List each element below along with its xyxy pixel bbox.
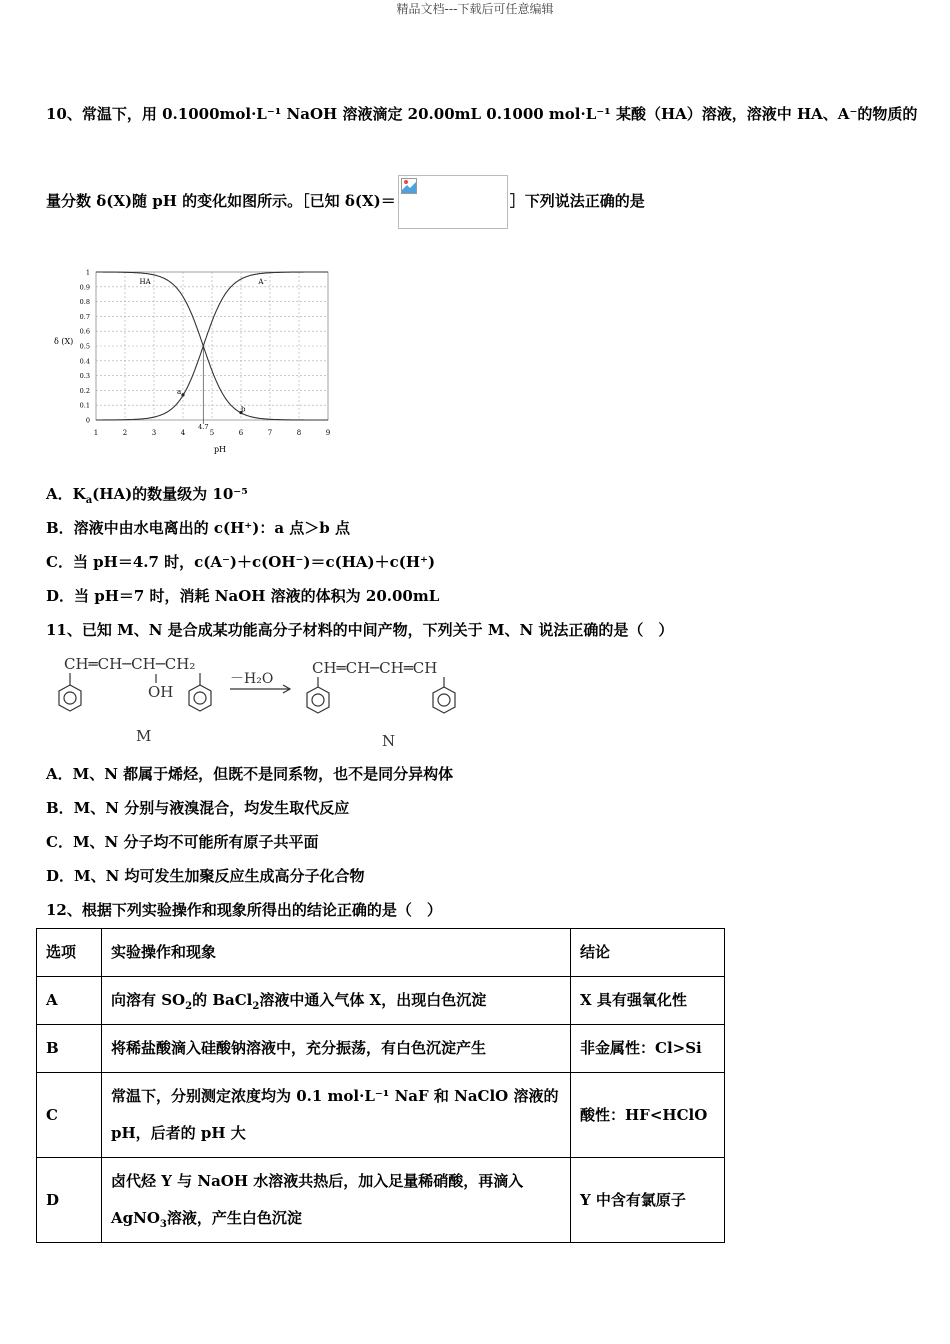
row-option: D bbox=[37, 1158, 102, 1243]
reaction-arrow-label: －H₂O bbox=[230, 671, 274, 687]
broken-image-icon bbox=[401, 178, 417, 194]
page-header: 精品文档---下载后可任意编辑 bbox=[396, 2, 554, 16]
row-conclusion: 非金属性：Cl>Si bbox=[571, 1025, 725, 1073]
y-tick-label: 0.4 bbox=[79, 357, 90, 366]
x-tick-label: 5 bbox=[209, 429, 215, 437]
point-label-b: b bbox=[241, 405, 246, 414]
q11-option-c: C．M、N 分子均不可能所有原子共平面 bbox=[46, 833, 319, 851]
y-tick-label: 1 bbox=[85, 268, 90, 277]
m-label: M bbox=[136, 727, 152, 745]
row-operation: 常温下，分别测定浓度均为 0.1 mol·L⁻¹ NaF 和 NaClO 溶液的 pH，后者的 pH 大 bbox=[102, 1073, 571, 1158]
benzene-ring-m2 bbox=[189, 685, 211, 711]
row-conclusion: Y 中含有氯原子 bbox=[571, 1158, 725, 1243]
benzene-ring-n2 bbox=[433, 687, 455, 713]
q10-option-c: C．当 pH＝4.7 时，c(A⁻)＋c(OH⁻)＝c(HA)＋c(H⁺) bbox=[46, 553, 436, 571]
row-conclusion: X 具有强氧化性 bbox=[571, 977, 725, 1025]
row-option: B bbox=[37, 1025, 102, 1073]
y-tick-label: 0.2 bbox=[79, 386, 90, 395]
q11-option-b: B．M、N 分别与液溴混合，均发生取代反应 bbox=[46, 799, 350, 817]
y-tick-label: 0 bbox=[85, 416, 90, 425]
y-tick-label: 0.1 bbox=[79, 401, 90, 410]
chart-ticks bbox=[80, 269, 331, 438]
q10-stem-text: 量分数 δ(X)随 pH 的变化如图所示。［已知 δ(X)＝ bbox=[46, 192, 396, 210]
y-tick-label: 0.7 bbox=[79, 312, 90, 321]
q12-stem: 12、根据下列实验操作和现象所得出的结论正确的是（ ） bbox=[46, 901, 442, 919]
table-header-row bbox=[37, 929, 725, 977]
y-axis-label: δ (X) bbox=[54, 337, 74, 346]
benzene-ring-n2-circle bbox=[438, 694, 450, 706]
reaction-scheme bbox=[50, 645, 480, 750]
q11-option-d: D．M、N 均可发生加聚反应生成高分子化合物 bbox=[46, 867, 365, 885]
q11-option-a: A．M、N 都属于烯烃，但既不是同系物，也不是同分异构体 bbox=[46, 765, 454, 783]
m-chain: CH═CH─CH─CH₂ bbox=[64, 655, 196, 673]
x-tick-label: 4 bbox=[180, 429, 186, 437]
q10-option-a: A．$K_a(HA)$的数量级为 10⁻⁵ bbox=[46, 485, 248, 506]
row-operation: 卤代烃 Y 与 NaOH 水溶液共热后，加入足量稀硝酸，再滴入 AgNO$_3$溶液，产生白色沉淀 bbox=[102, 1158, 571, 1243]
x-axis-label: pH bbox=[213, 445, 227, 454]
x-tick-label: 6 bbox=[238, 429, 244, 437]
q10-stem-text-end: ］下列说法正确的是 bbox=[509, 192, 645, 210]
y-tick-label: 0.3 bbox=[79, 372, 90, 381]
table-row bbox=[37, 1025, 725, 1073]
row-option: C bbox=[37, 1073, 102, 1158]
header-operation: 实验操作和现象 bbox=[102, 929, 571, 977]
benzene-ring-m1-circle bbox=[64, 692, 76, 704]
x-tick-label: 2 bbox=[122, 429, 128, 437]
row-operation: 向溶有 $SO_2$的 BaCl$_2$溶液中通入气体 X，出现白色沉淀 bbox=[102, 977, 571, 1025]
q11-stem: 11、已知 M、N 是合成某功能高分子材料的中间产物，下列关于 M、N 说法正确的是（ ） bbox=[46, 621, 674, 639]
table-row bbox=[37, 1073, 725, 1158]
y-tick-label: 0.5 bbox=[79, 342, 90, 351]
x-tick-label: 7 bbox=[267, 429, 273, 437]
titration-chart bbox=[50, 262, 350, 462]
x-tick-label: 1 bbox=[93, 429, 99, 437]
table-row bbox=[37, 977, 725, 1025]
benzene-ring-n1-circle bbox=[312, 694, 324, 706]
n-label: N bbox=[382, 732, 396, 750]
benzene-ring-m1 bbox=[59, 685, 81, 711]
series-label-ha: HA bbox=[139, 277, 151, 286]
header-option: 选项 bbox=[37, 929, 102, 977]
x-tick-label: 9 bbox=[325, 429, 331, 437]
point-label-a: a bbox=[177, 387, 182, 396]
n-chain: CH═CH─CH═CH bbox=[312, 659, 438, 677]
benzene-ring-n1 bbox=[307, 687, 329, 713]
header-conclusion: 结论 bbox=[571, 929, 725, 977]
pka-tick-label: 4.7 bbox=[198, 423, 209, 431]
experiment-table bbox=[36, 928, 725, 1243]
row-option: A bbox=[37, 977, 102, 1025]
row-conclusion: 酸性：HF<HClO bbox=[571, 1073, 725, 1158]
point-a bbox=[181, 393, 184, 396]
row-operation: 将稀盐酸滴入硅酸钠溶液中，充分振荡，有白色沉淀产生 bbox=[102, 1025, 571, 1073]
q10-option-b: B．溶液中由水电离出的 c(H⁺)：a 点＞b 点 bbox=[46, 519, 350, 537]
series-label-a-minus: A⁻ bbox=[258, 277, 268, 286]
m-hydroxyl: OH bbox=[148, 683, 174, 701]
chart-grid bbox=[96, 272, 328, 424]
benzene-ring-m2-circle bbox=[194, 692, 206, 704]
formula-image-placeholder bbox=[398, 175, 508, 229]
y-tick-label: 0.9 bbox=[79, 283, 90, 292]
table-row bbox=[37, 1158, 725, 1243]
q10-stem-line1: 10、常温下，用 0.1000mol·L⁻¹ NaOH 溶液滴定 20.00mL 0.1000 mol·L⁻¹ 某酸（HA）溶液，溶液中 HA、A⁻的物质的 bbox=[46, 105, 918, 123]
x-tick-label: 3 bbox=[151, 429, 157, 437]
y-tick-label: 0.8 bbox=[79, 298, 90, 307]
y-tick-label: 0.6 bbox=[79, 327, 90, 336]
x-tick-label: 8 bbox=[296, 429, 302, 437]
q10-option-d: D．当 pH＝7 时，消耗 NaOH 溶液的体积为 20.00mL bbox=[46, 587, 440, 605]
q10-stem-line2 bbox=[46, 175, 645, 229]
